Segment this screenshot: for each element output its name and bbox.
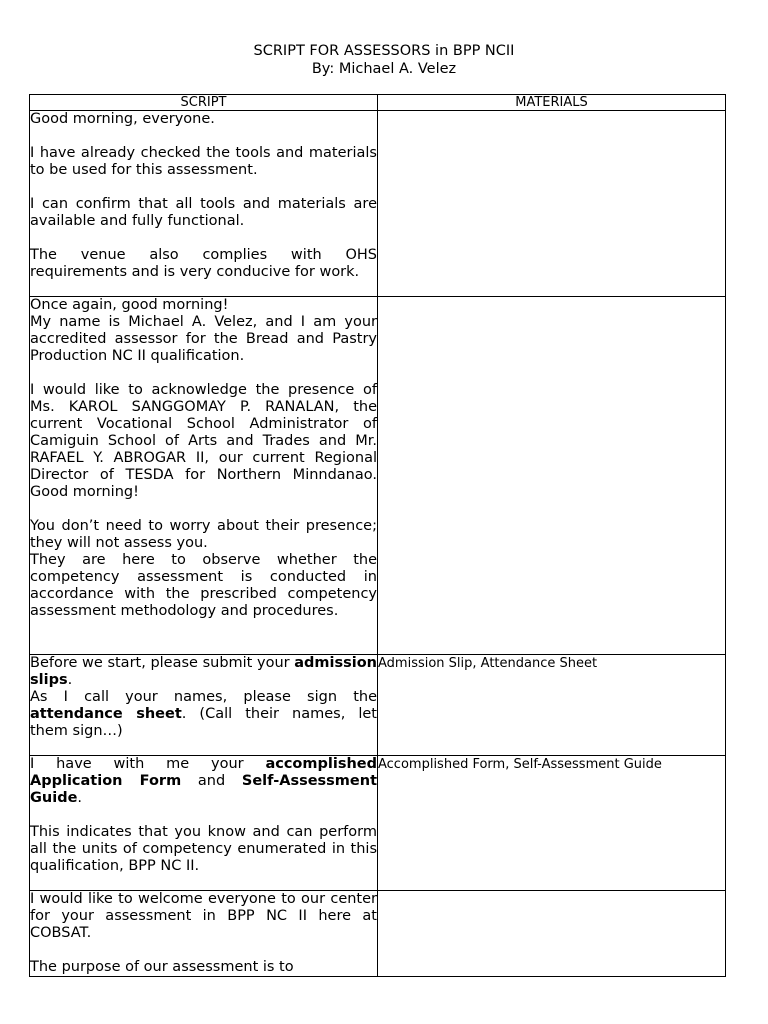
column-header-materials: MATERIALS	[378, 95, 726, 111]
script-paragraph: The venue also complies with OHS requirements and is very conducive for work.	[30, 247, 377, 280]
table-row	[30, 297, 726, 655]
document-title: SCRIPT FOR ASSESSORS in BPP NCII	[253, 43, 515, 59]
script-paragraph: My name is Michael A. Velez, and I am your accredited assessor for the Bread and Pastry Production NC II qualification.	[30, 314, 377, 364]
script-paragraph: You don’t need to worry about their presence; they will not assess you.	[30, 518, 377, 551]
column-header-script: SCRIPT	[30, 95, 378, 111]
script-text: I have with me your	[30, 756, 266, 772]
script-paragraph	[30, 689, 377, 740]
script-text: . (Call their names, let them sign…)	[30, 706, 377, 739]
materials-cell: Admission Slip, Attendance Sheet	[378, 655, 726, 756]
script-paragraph: I can confirm that all tools and materials are available and fully functional.	[30, 196, 377, 229]
script-emphasis: accomplished Application Form	[30, 756, 377, 789]
script-paragraph	[30, 655, 377, 689]
document-byline: By: Michael A. Velez	[311, 61, 457, 77]
materials-cell	[378, 891, 726, 977]
materials-cell	[378, 111, 726, 297]
script-cell	[30, 891, 378, 977]
script-cell	[30, 655, 378, 756]
script-paragraph: I would like to welcome everyone to our center for your assessment in BPP NC II here at COBSAT.	[30, 891, 377, 941]
script-paragraph: Once again, good morning!	[30, 297, 229, 313]
script-emphasis: attendance sheet	[30, 706, 182, 722]
table-row	[30, 655, 726, 756]
script-paragraph	[30, 756, 377, 807]
script-paragraph: This indicates that you know and can perform all the units of competency enumerated in this qualification, BPP NC II.	[30, 824, 377, 874]
script-cell	[30, 756, 378, 891]
table-header-row	[30, 95, 726, 111]
script-table	[29, 94, 726, 977]
materials-cell	[378, 297, 726, 655]
table-row	[30, 756, 726, 891]
script-paragraph: They are here to observe whether the competency assessment is conducted in accordance with the prescribed competency assessment methodology and procedures.	[30, 552, 377, 619]
script-paragraph: I have already checked the tools and materials to be used for this assessment.	[30, 145, 377, 178]
script-text: As I call your names, please sign the	[30, 689, 377, 705]
script-paragraph: Good morning, everyone.	[30, 111, 215, 127]
materials-cell: Accomplished Form, Self-Assessment Guide	[378, 756, 726, 891]
script-cell	[30, 297, 378, 655]
script-text: Before we start, please submit your	[30, 655, 295, 671]
script-text: .	[67, 672, 73, 688]
script-emphasis: admission slips	[30, 655, 377, 688]
script-paragraph: The purpose of our assessment is to	[30, 959, 294, 975]
script-emphasis: Self-Assessment Guide	[30, 773, 378, 806]
table-row	[30, 891, 726, 977]
table-row	[30, 111, 726, 297]
script-cell	[30, 111, 378, 297]
script-text: and	[181, 773, 242, 789]
script-text: .	[77, 790, 83, 806]
script-paragraph: I would like to acknowledge the presence of Ms. KAROL SANGGOMAY P. RANALAN, the current Vocational School Administrator of Camiguin School of Arts and Trades and Mr. RAFAEL Y. ABROGAR II, our current Regional Director of TESDA for Northern Minndanao. Good morning!	[30, 382, 377, 500]
